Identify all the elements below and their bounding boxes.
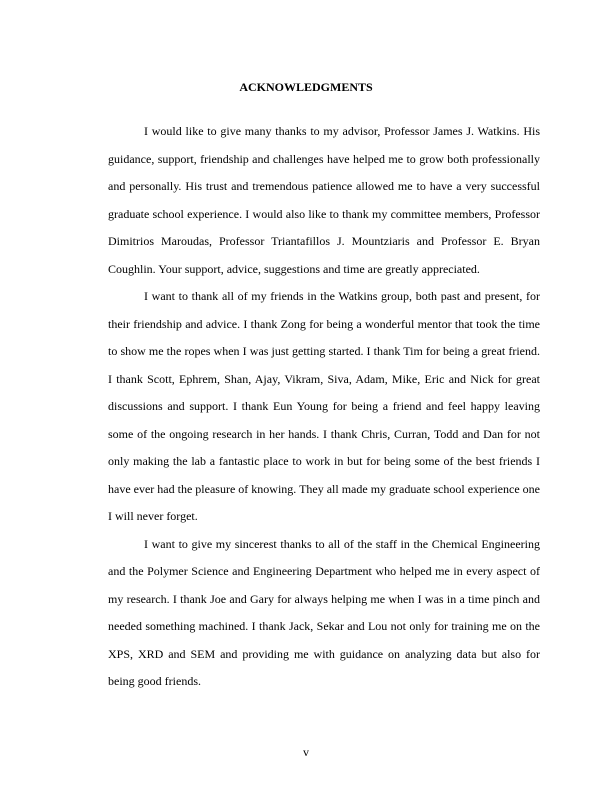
paragraph-group-friends: I want to thank all of my friends in the Watkins group, both past and present, for their friendship and advice. I thank Zong for being a wonderful mentor that took the time to show me the ropes when I was just getting started. I thank Tim for being a great friend. I thank Scott, Ephrem, Shan, Ajay, Vikram, Siva, Adam, Mike, Eric and Nick for great discussions and support. I thank Eun Young for being a friend and feel happy leaving some of the ongoing research in her hands. I thank Chris, Curran, Todd and Dan for not only making the lab a fantastic place to work in but for being some of the best friends I have ever had the pleasure of knowing. They all made my graduate school experience one I will never forget. <box>108 289 540 523</box>
paragraph-staff: I want to give my sincerest thanks to all of the staff in the Chemical Engineering and the Polymer Science and Engineering Department who helped me in every aspect of my research. I thank Joe and Gary for always helping me when I was in a time pinch and needed something machined. I thank Jack, Sekar and Lou not only for training me on the XPS, XRD and SEM and providing me with guidance on analyzing data but also for being good friends. <box>108 536 540 688</box>
page-number: v <box>303 745 309 759</box>
acknowledgments-body <box>108 118 540 696</box>
paragraph-advisor: I would like to give many thanks to my advisor, Professor James J. Watkins. His guidance, support, friendship and challenges have helped me to grow both professionally and personally. His trust and tremendous patience allowed me to have a very successful graduate school experience. I would also like to thank my committee members, Professor Dimitrios Maroudas, Professor Triantafillos J. Mountziaris and Professor E. Bryan Coughlin. Your support, advice, suggestions and time are greatly appreciated. <box>108 124 540 276</box>
page-title: ACKNOWLEDGMENTS <box>239 80 373 94</box>
